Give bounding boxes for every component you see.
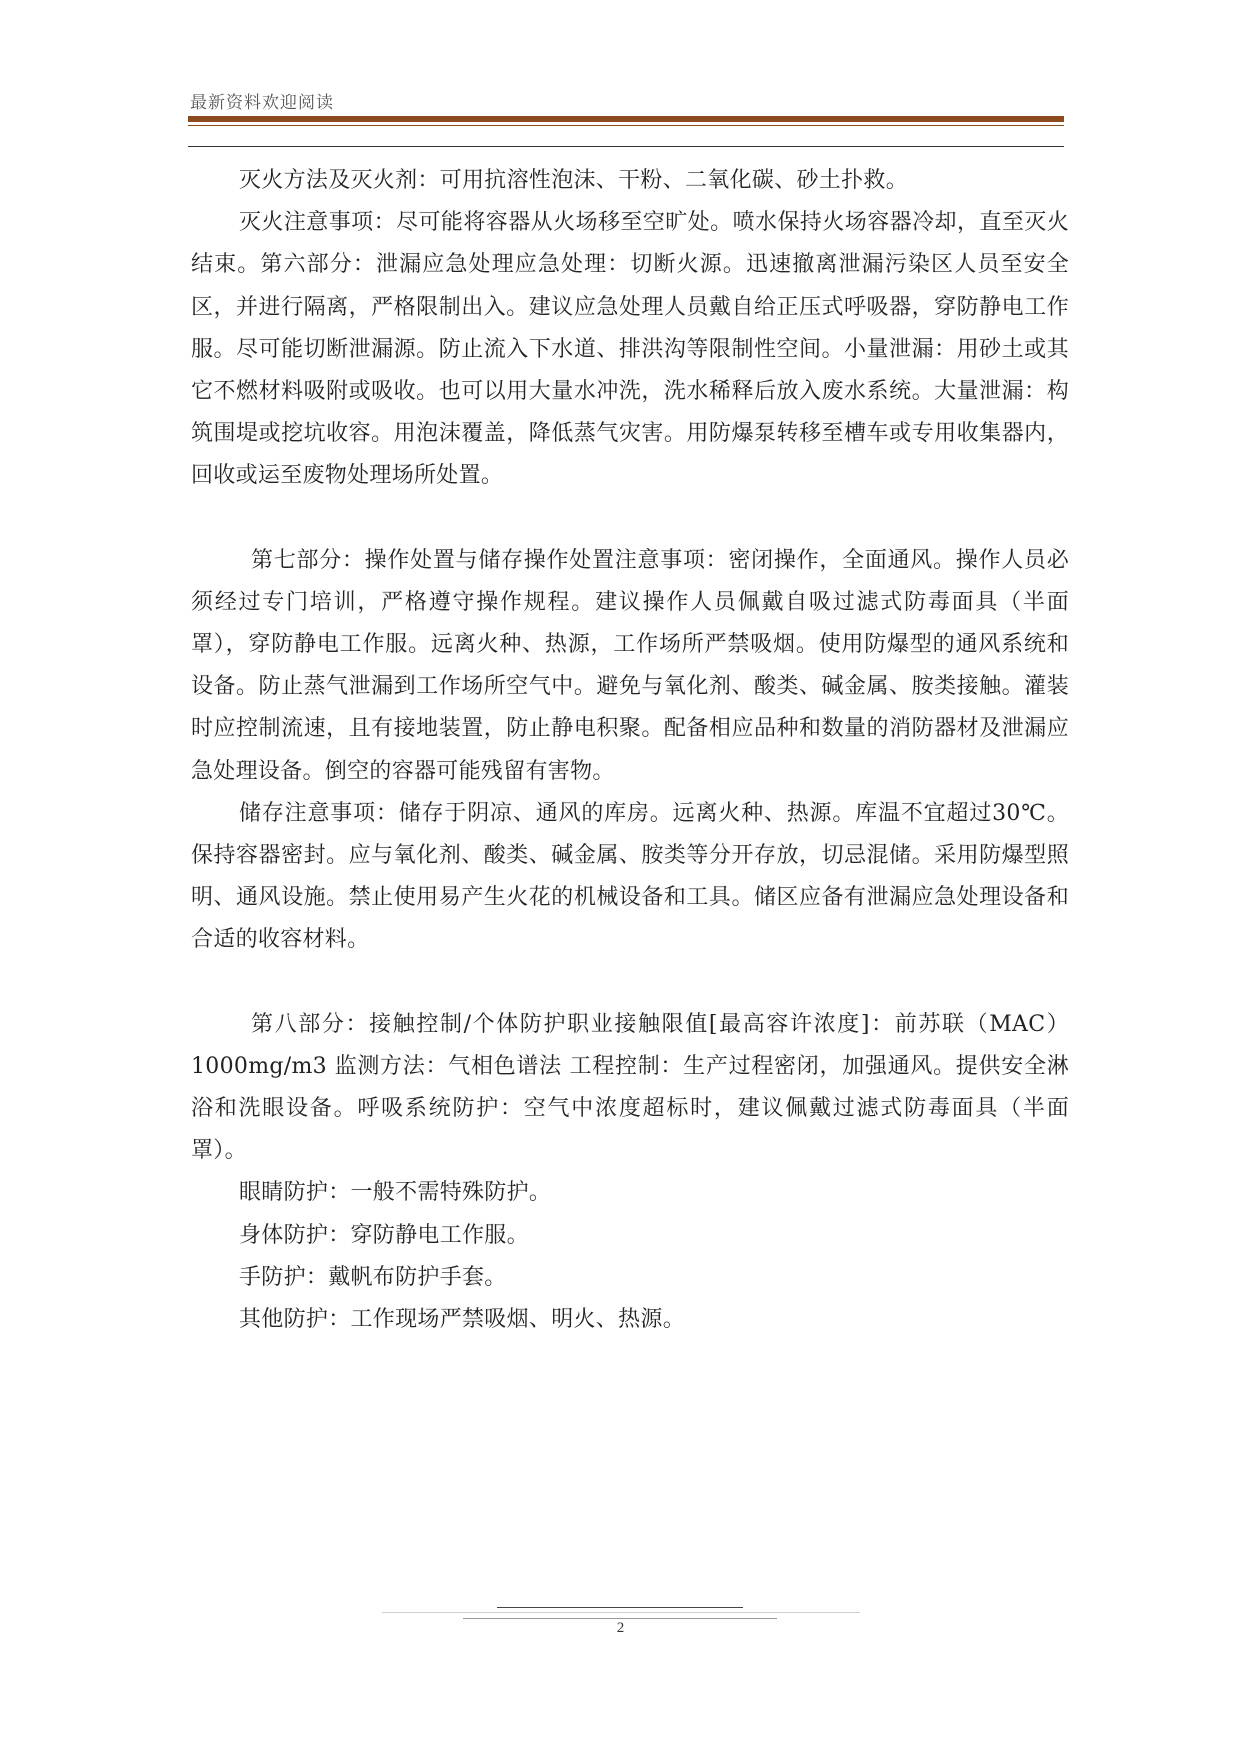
header-rule-base [188,146,1064,147]
paragraph-body-protection: 身体防护：穿防静电工作服。 [239,1222,529,1248]
header-rule-thick [188,116,1064,122]
header-rule-thin [188,125,1064,126]
paragraph-other-protection: 其他防护：工作现场严禁吸烟、明火、热源。 [239,1307,686,1333]
paragraph-hand-protection: 手防护：戴帆布防护手套。 [239,1264,507,1290]
paragraph-eye-protection: 眼睛防护：一般不需特殊防护。 [239,1180,552,1206]
page-number: 2 [616,1620,625,1636]
paragraph-section-7-handling: 第七部分：操作处置与储存操作处置注意事项：密闭操作，全面通风。操作人员必须经过专门培训，严格遵守操作规程。建议操作人员佩戴自吸过滤式防毒面具（半面罩），穿防静电工作服。远离火种、热源，工作场所严禁吸烟。使用防爆型的通风系统和设备。防止蒸气泄漏到工作场所空气中。避免与氧化剂、酸类、碱金属、胺类接触。灌装时应控制流速，且有接地装置，防止静电积聚。配备相应品种和数量的消防器材及泄漏应急处理设备。倒空的容器可能残留有害物。 [191,547,1069,784]
paragraph-storage-precautions: 储存注意事项：储存于阴凉、通风的库房。远离火种、热源。库温不宜超过30℃。保持容器密封。应与氧化剂、酸类、碱金属、胺类等分开存放，切忌混储。采用防爆型照明、通风设施。禁止使用易产生火花的机械设备和工具。储区应备有泄漏应急处理设备和合适的收容材料。 [191,800,1069,953]
paragraph-extinguishing-method: 灭火方法及灭火剂：可用抗溶性泡沫、干粉、二氧化碳、砂土扑救。 [239,168,909,193]
paragraph-extinguishing-precautions: 灭火注意事项：尽可能将容器从火场移至空旷处。喷水保持火场容器冷却，直至灭火结束。第六部分：泄漏应急处理应急处理：切断火源。迅速撤离泄漏污染区人员至安全区，并进行隔离，严格限制出入。建议应急处理人员戴自给正压式呼吸器，穿防静电工作服。尽可能切断泄漏源。防止流入下水道、排洪沟等限制性空间。小量泄漏：用砂土或其它不燃材料吸附或吸收。也可以用大量水冲洗，洗水稀释后放入废水系统。大量泄漏：构筑围堤或挖坑收容。用泡沫覆盖，降低蒸气灾害。用防爆泵转移至槽车或专用收集器内，回收或运至废物处理场所处置。 [191,210,1069,489]
header-title: 最新资料欢迎阅读 [190,93,334,113]
section-gap [191,962,1069,1004]
paragraph-section-8-exposure: 第八部分：接触控制/个体防护职业接触限值[最高容许浓度]：前苏联（MAC）1000mg/m3 监测方法：气相色谱法 工程控制：生产过程密闭，加强通风。提供安全淋浴和洗眼设备。呼吸系统防护：空气中浓度超标时，建议佩戴过滤式防毒面具（半面罩）。 [191,1011,1069,1164]
document-body [191,160,1069,1341]
footer-rule [463,1618,777,1619]
footer-rule [382,1612,860,1613]
footer-rule [497,1607,743,1608]
section-gap [191,498,1069,540]
